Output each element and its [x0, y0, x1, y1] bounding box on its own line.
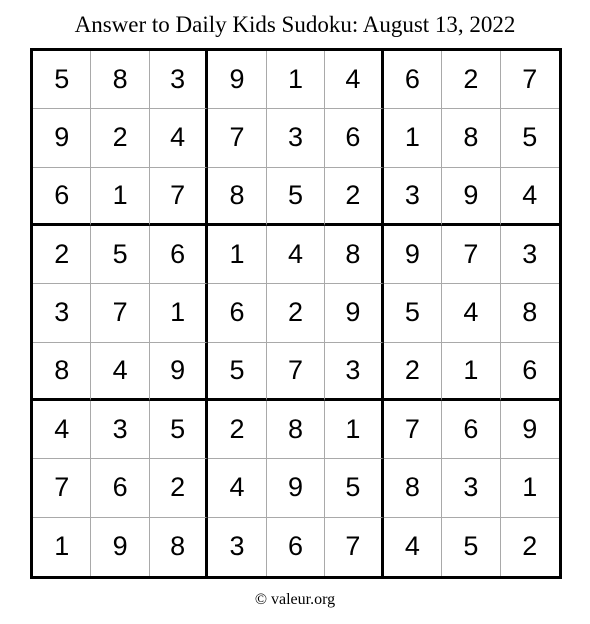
sudoku-cell-r6c4: 5: [208, 343, 266, 401]
sudoku-cell-r7c7: 7: [384, 401, 442, 459]
sudoku-cell-r7c2: 3: [91, 401, 149, 459]
sudoku-cell-r1c3: 3: [150, 51, 208, 109]
sudoku-cell-r2c3: 4: [150, 109, 208, 167]
sudoku-cell-r9c5: 6: [267, 518, 325, 576]
sudoku-cell-r9c8: 5: [442, 518, 500, 576]
sudoku-cell-r9c4: 3: [208, 518, 266, 576]
sudoku-cell-r3c6: 2: [325, 168, 383, 226]
sudoku-cell-r4c8: 7: [442, 226, 500, 284]
sudoku-cell-r3c4: 8: [208, 168, 266, 226]
sudoku-cell-r7c8: 6: [442, 401, 500, 459]
sudoku-cell-r3c1: 6: [33, 168, 91, 226]
sudoku-cell-r7c5: 8: [267, 401, 325, 459]
sudoku-cell-r1c9: 7: [501, 51, 559, 109]
sudoku-cell-r8c4: 4: [208, 459, 266, 517]
sudoku-cell-r6c7: 2: [384, 343, 442, 401]
sudoku-cell-r5c6: 9: [325, 284, 383, 342]
sudoku-cell-r3c3: 7: [150, 168, 208, 226]
sudoku-cell-r9c2: 9: [91, 518, 149, 576]
sudoku-board: [30, 48, 562, 579]
sudoku-cell-r9c1: 1: [33, 518, 91, 576]
sudoku-cell-r8c6: 5: [325, 459, 383, 517]
sudoku-cell-r6c8: 1: [442, 343, 500, 401]
copyright-footer: © valeur.org: [254, 591, 336, 608]
sudoku-cell-r6c3: 9: [150, 343, 208, 401]
sudoku-cell-r7c9: 9: [501, 401, 559, 459]
sudoku-cell-r2c2: 2: [91, 109, 149, 167]
sudoku-cell-r7c4: 2: [208, 401, 266, 459]
sudoku-cell-r5c2: 7: [91, 284, 149, 342]
sudoku-cell-r4c4: 1: [208, 226, 266, 284]
sudoku-cell-r2c6: 6: [325, 109, 383, 167]
sudoku-cell-r9c7: 4: [384, 518, 442, 576]
sudoku-cell-r4c6: 8: [325, 226, 383, 284]
sudoku-cell-r4c1: 2: [33, 226, 91, 284]
sudoku-cell-r8c2: 6: [91, 459, 149, 517]
sudoku-cell-r1c4: 9: [208, 51, 266, 109]
sudoku-cell-r3c8: 9: [442, 168, 500, 226]
sudoku-cell-r6c9: 6: [501, 343, 559, 401]
sudoku-cell-r6c1: 8: [33, 343, 91, 401]
sudoku-cell-r6c5: 7: [267, 343, 325, 401]
sudoku-cell-r9c9: 2: [522, 531, 538, 562]
sudoku-cell-r8c1: 7: [33, 459, 91, 517]
sudoku-cell-r8c9: 1: [501, 459, 559, 517]
sudoku-cell-r5c9: 8: [501, 284, 559, 342]
puzzle-title: Answer to Daily Kids Sudoku: August 13, 2022: [74, 12, 516, 37]
sudoku-cell-r5c1: 3: [33, 284, 91, 342]
sudoku-cell-r4c3: 6: [150, 226, 208, 284]
sudoku-cell-r1c2: 8: [91, 51, 149, 109]
sudoku-cell-r4c7: 9: [384, 226, 442, 284]
sudoku-cell-r9c6: 7: [325, 518, 383, 576]
sudoku-cell-r8c7: 8: [384, 459, 442, 517]
sudoku-cell-r2c9: 5: [501, 109, 559, 167]
sudoku-cell-r2c4: 7: [208, 109, 266, 167]
sudoku-cell-r2c7: 1: [384, 109, 442, 167]
sudoku-cell-r3c2: 1: [91, 168, 149, 226]
sudoku-cell-r6c6: 3: [325, 343, 383, 401]
sudoku-cell-r2c8: 8: [442, 109, 500, 167]
sudoku-cell-r8c3: 2: [150, 459, 208, 517]
sudoku-cell-r4c9: 3: [501, 226, 559, 284]
sudoku-cell-r4c2: 5: [91, 226, 149, 284]
sudoku-cell-r3c5: 5: [267, 168, 325, 226]
sudoku-cell-r8c5: 9: [267, 459, 325, 517]
sudoku-cell-r7c6: 1: [325, 401, 383, 459]
sudoku-cell-r6c2: 4: [91, 343, 149, 401]
sudoku-cell-r7c3: 5: [150, 401, 208, 459]
sudoku-cell-r2c1: 9: [33, 109, 91, 167]
sudoku-cell-r4c5: 4: [267, 226, 325, 284]
sudoku-cell-r8c8: 3: [442, 459, 500, 517]
sudoku-cell-r5c4: 6: [208, 284, 266, 342]
sudoku-cell-r9c3: 8: [150, 518, 208, 576]
sudoku-cell-r1c7: 6: [384, 51, 442, 109]
sudoku-cell-r5c3: 1: [150, 284, 208, 342]
sudoku-cell-r2c5: 3: [267, 109, 325, 167]
sudoku-cell-r5c7: 5: [384, 284, 442, 342]
sudoku-cell-r3c9: 4: [501, 168, 559, 226]
sudoku-cell-r1c6: 4: [325, 51, 383, 109]
sudoku-cell-r7c1: 4: [33, 401, 91, 459]
sudoku-cell-r1c1: 5: [33, 51, 91, 109]
sudoku-cell-r3c7: 3: [384, 168, 442, 226]
sudoku-cell-r1c5: 1: [267, 51, 325, 109]
sudoku-cell-r1c8: 2: [442, 51, 500, 109]
sudoku-cell-r5c5: 2: [267, 284, 325, 342]
sudoku-cell-r5c8: 4: [442, 284, 500, 342]
